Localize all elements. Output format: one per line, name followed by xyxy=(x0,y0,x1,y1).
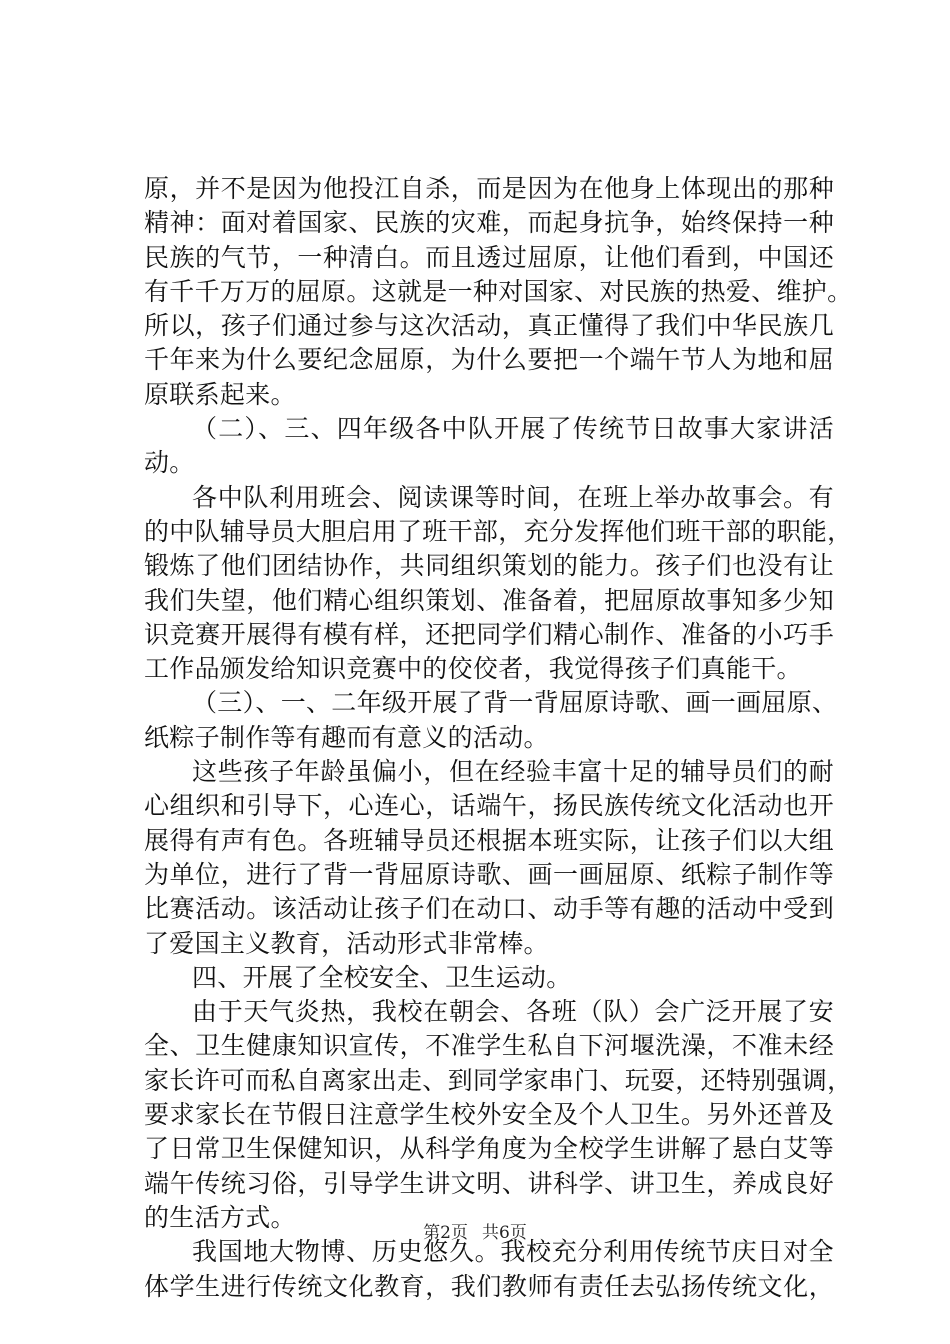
text-line: 为单位，进行了背一背屈原诗歌、画一画屈原、纸粽子制作等 xyxy=(144,859,834,889)
page-total: 共6页 xyxy=(482,1223,527,1243)
text-line: 这些孩子年龄虽偏小，但在经验丰富十足的辅导员们的耐 xyxy=(192,757,834,787)
text-line: 所以，孩子们通过参与这次活动，真正懂得了我们中华民族几 xyxy=(144,311,834,341)
text-line: 识竞赛开展得有模有样，还把同学们精心制作、准备的小巧手 xyxy=(144,619,834,649)
text-line: 锻炼了他们团结协作，共同组织策划的能力。孩子们也没有让 xyxy=(144,551,834,581)
text-line: 比赛活动。该活动让孩子们在动口、动手等有趣的活动中受到 xyxy=(144,894,834,924)
text-line: 精神：面对着国家、民族的灾难，而起身抗争，始终保持一种 xyxy=(144,208,834,238)
text-line: （三）、一、二年级开展了背一背屈原诗歌、画一画屈原、 xyxy=(192,688,838,718)
text-line: 动。 xyxy=(144,448,195,478)
text-line: 工作品颁发给知识竞赛中的佼佼者，我觉得孩子们真能干。 xyxy=(144,654,802,684)
text-line: 原，并不是因为他投江自杀，而是因为在他身上体现出的那种 xyxy=(144,174,834,203)
text-line: 民族的气节，一种清白。而且透过屈原，让他们看到，中国还 xyxy=(144,242,834,272)
text-line: 的生活方式。 xyxy=(144,1202,296,1232)
text-line: 了日常卫生保健知识，从科学角度为全校学生讲解了悬白艾等 xyxy=(144,1134,834,1164)
text-line: 的中队辅导员大胆启用了班干部，充分发挥他们班干部的职能， xyxy=(144,516,853,546)
text-line: （二）、三、四年级各中队开展了传统节日故事大家讲活 xyxy=(192,414,834,444)
text-line: 原联系起来。 xyxy=(144,379,296,409)
text-line: 各中队利用班会、阅读课等时间，在班上举办故事会。有 xyxy=(192,482,834,512)
text-line: 四、开展了全校安全、卫生运动。 xyxy=(192,962,572,992)
text-line: 我国地大物博、历史悠久。我校充分利用传统节庆日对全 xyxy=(192,1237,834,1267)
text-line: 千年来为什么要纪念屈原，为什么要把一个端午节人为地和屈 xyxy=(144,345,834,375)
text-line: 由于天气炎热，我校在朝会、各班（队）会广泛开展了安 xyxy=(192,997,834,1027)
text-line: 纸粽子制作等有趣而有意义的活动。 xyxy=(144,722,549,752)
text-line: 体学生进行传统文化教育，我们教师有责任去弘扬传统文化， xyxy=(144,1271,834,1301)
text-line: 展得有声有色。各班辅导员还根据本班实际，让孩子们以大组 xyxy=(144,825,834,855)
text-line: 要求家长在节假日注意学生校外安全及个人卫生。另外还普及 xyxy=(144,1100,834,1130)
page-footer xyxy=(0,1218,950,1243)
text-line: 端午传统习俗，引导学生讲文明、讲科学、讲卫生，养成良好 xyxy=(144,1168,834,1198)
text-line: 全、卫生健康知识宣传，不准学生私自下河堰洗澡，不准未经 xyxy=(144,1031,834,1061)
text-line: 了爱国主义教育，活动形式非常棒。 xyxy=(144,928,549,958)
text-line: 家长许可而私自离家出走、到同学家串门、玩耍，还特别强调， xyxy=(144,1065,853,1095)
page-number: 第2页 xyxy=(423,1223,468,1243)
text-line: 心组织和引导下，心连心，话端午，扬民族传统文化活动也开 xyxy=(144,791,834,821)
document-body xyxy=(144,172,853,1304)
text-line: 有千千万万的屈原。这就是一种对国家、对民族的热爱、维护。 xyxy=(144,276,853,306)
text-line: 我们失望，他们精心组织策划、准备着，把屈原故事知多少知 xyxy=(144,585,834,615)
